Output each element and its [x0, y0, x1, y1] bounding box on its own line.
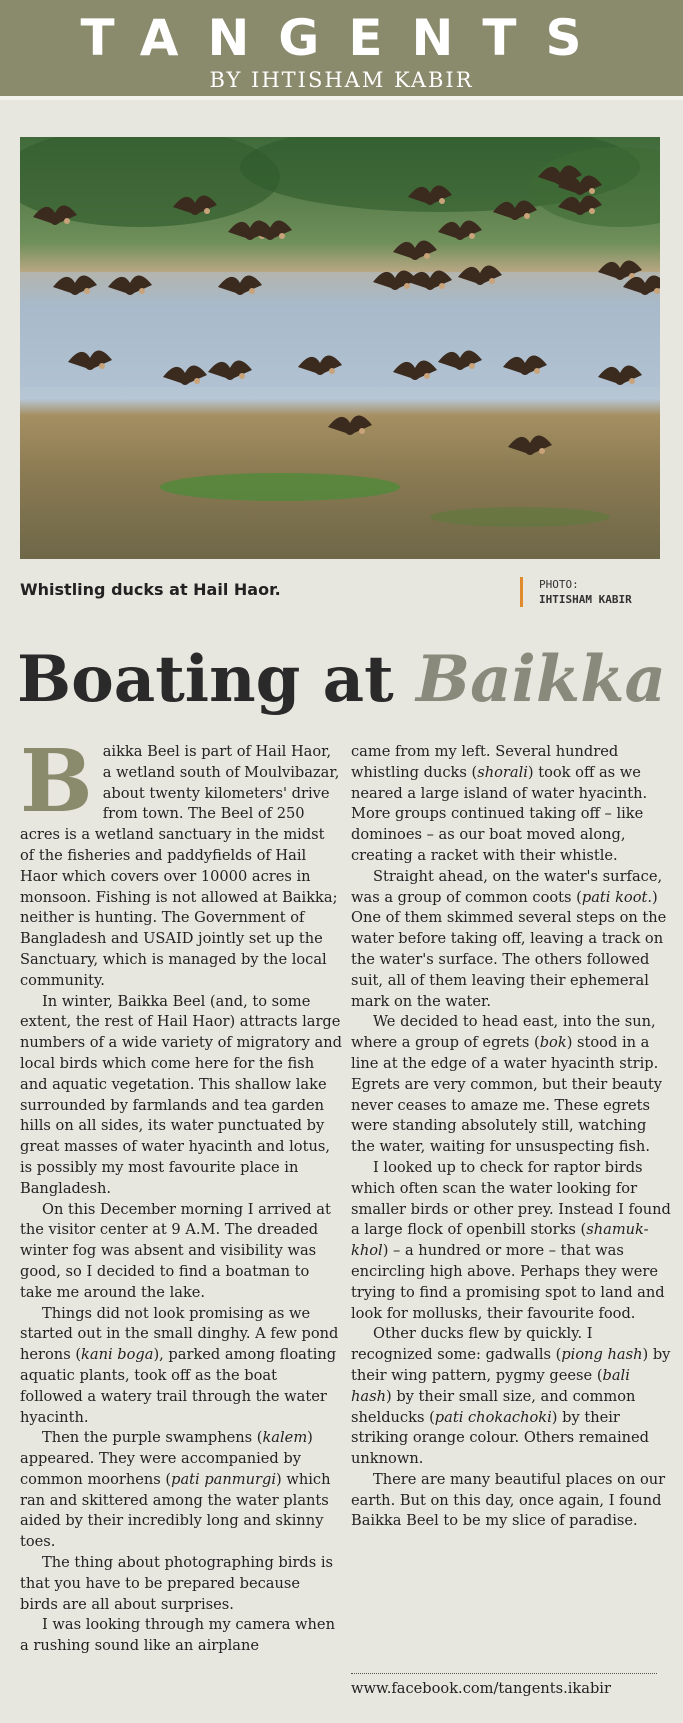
bengali-name: kalem — [262, 1429, 308, 1447]
duck-head — [139, 288, 145, 294]
paragraph-text: I was looking through my camera when a rushing sound like an airplane — [20, 1616, 335, 1655]
duck-head — [404, 283, 410, 289]
paragraph-text: ) – a hundred or more – that was encircling high above. Perhaps they were trying to find a promising spot to land and look for mollusks, their favourite food. — [351, 1242, 665, 1322]
duck-head — [84, 288, 90, 294]
article-paragraph — [20, 1615, 342, 1657]
bengali-name: bali hash — [351, 1366, 630, 1405]
paragraph-text: The thing about photographing birds is that you have to be prepared because birds are all about surprises. — [20, 1554, 334, 1613]
article-paragraph — [351, 867, 673, 1013]
whistling-ducks-photo — [20, 137, 660, 559]
paragraph-text: Straight ahead, on the water's surface, was a group of common coots ( — [351, 867, 663, 906]
article-title — [0, 640, 683, 720]
duck-head — [424, 253, 430, 259]
article-paragraph — [20, 1428, 342, 1553]
duck-head — [489, 278, 495, 284]
bengali-name: bok — [539, 1034, 567, 1052]
photo-credit-label: PHOTO: — [539, 578, 579, 591]
bengali-name: piong hash — [561, 1346, 643, 1364]
article-paragraph — [351, 742, 673, 867]
duck-head — [534, 368, 540, 374]
duck-head — [469, 363, 475, 369]
duck-head — [99, 363, 105, 369]
paragraph-text: ) appeared. They were accompanied by common moorhens ( — [20, 1429, 313, 1488]
paragraph-text: ) One of them skimmed several steps on the water before taking off, leaving a track on the water's surface. The others followed suit, all of them leaving their ephemeral mark on the water. — [351, 888, 667, 1010]
paragraph-text: Then the purple swamphens ( — [42, 1429, 263, 1447]
paragraph-text: ) stood in a line at the edge of a water hyacinth strip. Egrets are very common, but their beauty never ceases to amaze me. These egrets were standing absolutely still, watching the water, waiting for unsuspecting fish. — [351, 1034, 663, 1156]
photo-credit-name: IHTISHAM KABIR — [539, 593, 632, 606]
duck-head — [424, 373, 430, 379]
article-title-italic: Baikka — [415, 642, 667, 717]
column-title: TANGENTS — [80, 9, 611, 67]
facebook-link[interactable]: www.facebook.com/tangents.ikabir — [351, 1680, 611, 1697]
duck-head — [589, 208, 595, 214]
article-paragraph — [351, 1324, 673, 1470]
paragraph-text: Things did not look promising as we started out in the small dinghy. A few pond herons ( — [20, 1304, 339, 1364]
paragraph-text: There are many beautiful places on our earth. But on this day, once again, I found Baikka Beel to be my slice of paradise. — [351, 1470, 666, 1530]
duck-head — [654, 288, 660, 294]
duck-head — [439, 283, 445, 289]
column-header — [0, 0, 683, 100]
article-paragraph — [20, 731, 342, 992]
article-paragraph — [20, 1553, 342, 1615]
column-byline: BY IHTISHAM KABIR — [209, 68, 474, 92]
duck-head — [249, 288, 255, 294]
paragraph-text: ) which ran and skittered among the water plants aided by their incredibly long and skinny toes. — [20, 1470, 331, 1551]
drop-cap: B — [20, 731, 93, 832]
paragraph-text: ), parked among floating aquatic plants, took off as the boat followed a watery trail through the water hyacinth. — [20, 1346, 337, 1426]
article-paragraph — [20, 992, 342, 1200]
duck-head — [589, 188, 595, 194]
bengali-name: shorali — [477, 763, 528, 781]
article-column-left — [20, 731, 342, 1657]
paragraph-text: We decided to head east, into the sun, where a group of egrets ( — [351, 1013, 656, 1052]
duck-head — [194, 378, 200, 384]
paragraph-text: In winter, Baikka Beel (and, to some extent, the rest of Hail Haor) attracts large numbers of a wide variety of migratory and local birds which come here for the fish and aquatic vegetation. This shallow lake surrounded by farmlands and tea garden hills on all sides, its water punctuated by great masses of water hyacinth and lotus, is possibly my most favourite place in Bangladesh. — [20, 992, 342, 1197]
paragraph-text: ) by their wing pattern, pygmy geese ( — [351, 1346, 671, 1384]
paragraph-text: I looked up to check for raptor birds which often scan the water looking for smaller birds or other prey. Instead I found a large flock of openbill storks ( — [351, 1158, 671, 1239]
bengali-name: pati chokachoki — [434, 1408, 552, 1426]
duck-head — [64, 218, 70, 224]
paragraph-text: aikka Beel is part of Hail Haor, a wetland south of Moulvibazar, about twenty kilometers' drive from town. The Beel of 250 acres is a wetland sanctuary in the midst of the fisheries and paddyfields of Hail Haor which covers over 10000 acres in monsoon. Fishing is not allowed at Baikka; neither is hunting. The Government of Bangladesh and USAID jointly set up the Sanctuary, which is managed by the local community. — [20, 743, 340, 989]
paragraph-text: ) by their small size, and common shelducks ( — [351, 1387, 636, 1426]
article-paragraph — [351, 1158, 673, 1324]
article-paragraph — [20, 1304, 342, 1429]
duck-head — [524, 213, 530, 219]
duck-head — [279, 233, 285, 239]
article-paragraph — [20, 1200, 342, 1304]
paragraph-text: On this December morning I arrived at the visitor center at 9 A.M. The dreaded winter fog was absent and visibility was good, so I decided to find a boatman to take me around the lake. — [20, 1200, 331, 1301]
duck-head — [204, 208, 210, 214]
duck-head — [439, 198, 445, 204]
article-column-right — [351, 742, 673, 1532]
bengali-name: pati panmurgi — [171, 1470, 276, 1488]
paragraph-text: came from my left. Several hundred whistling ducks ( — [351, 743, 619, 781]
duck-head — [629, 378, 635, 384]
bengali-name: pati koot. — [581, 888, 653, 906]
photo-caption: Whistling ducks at Hail Haor. — [20, 580, 281, 599]
duck-head — [239, 373, 245, 379]
duck-head — [539, 448, 545, 454]
article-paragraph — [351, 1012, 673, 1158]
photo-credit — [520, 577, 632, 607]
duck-head — [469, 233, 475, 239]
article-title-main: Boating at — [16, 642, 416, 717]
paragraph-text: ) by their striking orange colour. Others remained unknown. — [351, 1408, 649, 1468]
duck-head — [329, 368, 335, 374]
paragraph-text: ) took off as we neared a large island of water hyacinth. More groups continued taking off – like dominoes – as our boat moved along, creating a racket with their whistle. — [351, 763, 648, 864]
article-paragraph — [351, 1470, 673, 1532]
footer-divider — [351, 1673, 657, 1674]
bengali-name: shamuk-khol — [351, 1221, 649, 1260]
bengali-name: kani boga — [81, 1346, 154, 1364]
duck-head — [359, 428, 365, 434]
paragraph-text: Other ducks flew by quickly. I recognized some: gadwalls ( — [351, 1325, 593, 1364]
